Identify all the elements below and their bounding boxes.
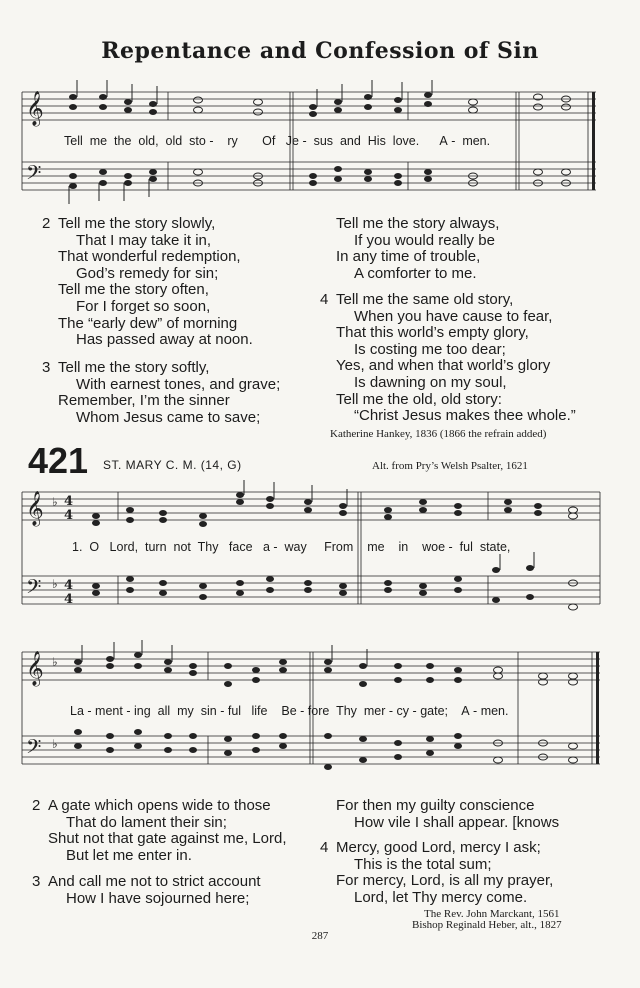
verse-4: 4 Mercy, good Lord, mercy I ask; This is the total sum; For mercy, Lord, is all my prayer, Lord, let Thy mercy come. [320,839,554,906]
verse-3-cont: For then my guilty conscience How vile I shall appear. [knows [336,797,560,831]
page-number: 287 [311,930,329,942]
attribution-1: The Rev. John Marckant, 1561 [424,908,560,920]
verse-prev-2-cont: Tell me the story always, If you would really be In any time of trouble, A comforter to me. [336,215,500,282]
tune-name: ST. MARY C. M. (14, G) [103,458,242,472]
svg-text:4: 4 [64,592,74,607]
svg-text:4: 4 [64,508,74,523]
verse-2: 2 A gate which opens wide to those That do lament their sin; Shut not that gate against me, Lord, But let me enter in. [32,797,287,864]
svg-text:4: 4 [64,578,74,593]
svg-text:𝄞: 𝄞 [26,651,44,686]
svg-text:♭: ♭ [52,577,58,591]
section-title: Repentance and Confession of Sin [101,38,539,64]
svg-text:♭: ♭ [52,655,58,669]
lyric-line-1: 1. O Lord, turn not Thy face a - way From me in woe - ful state, [72,540,511,554]
attribution-2: Bishop Reginald Heber, alt., 1827 [412,919,562,931]
svg-text:𝄢: 𝄢 [26,161,42,189]
svg-text:𝄢: 𝄢 [26,575,42,603]
attribution-prev: Katherine Hankey, 1836 (1866 the refrain added) [330,428,547,440]
verse-prev-4: 4 Tell me the same old story, When you have cause to fear, That this world’s empty glory, Is costing me too dear; Yes, and when that world’s glory Is dawning on my soul, Tell me the old, old story: “Christ Jesus makes thee whole.” [320,291,576,425]
svg-text:𝄞: 𝄞 [26,91,44,126]
tune-source: Alt. from Pry’s Welsh Psalter, 1621 [372,460,528,472]
svg-text:𝄞: 𝄞 [26,491,44,526]
svg-text:♭: ♭ [52,495,58,509]
verse-prev-2: 2 Tell me the story slowly, That I may take it in, That wonderful redemption, God’s remedy for sin; Tell me the story often, For I forget so soon, The “early dew” of morning Has passed away at noon. [42,215,253,349]
verse-3: 3 And call me not to strict account How I have sojourned here; [32,873,261,907]
lyric-line-prev: Tell me the old, old sto - ry Of Je - sus and His love. A - men. [64,134,491,148]
svg-text:♭: ♭ [52,737,58,751]
svg-text:𝄢: 𝄢 [26,735,42,763]
svg-text:4: 4 [64,494,74,509]
hymn-number: 421 [28,440,89,481]
lyric-line-2: La - ment - ing all my sin - ful life Be - fore Thy mer - cy - gate; A - men. [70,704,509,718]
verse-prev-3: 3 Tell me the story softly, With earnest tones, and grave; Remember, I’m the sinner Whom Jesus came to save; [42,359,281,426]
music-system-1 [18,480,608,630]
